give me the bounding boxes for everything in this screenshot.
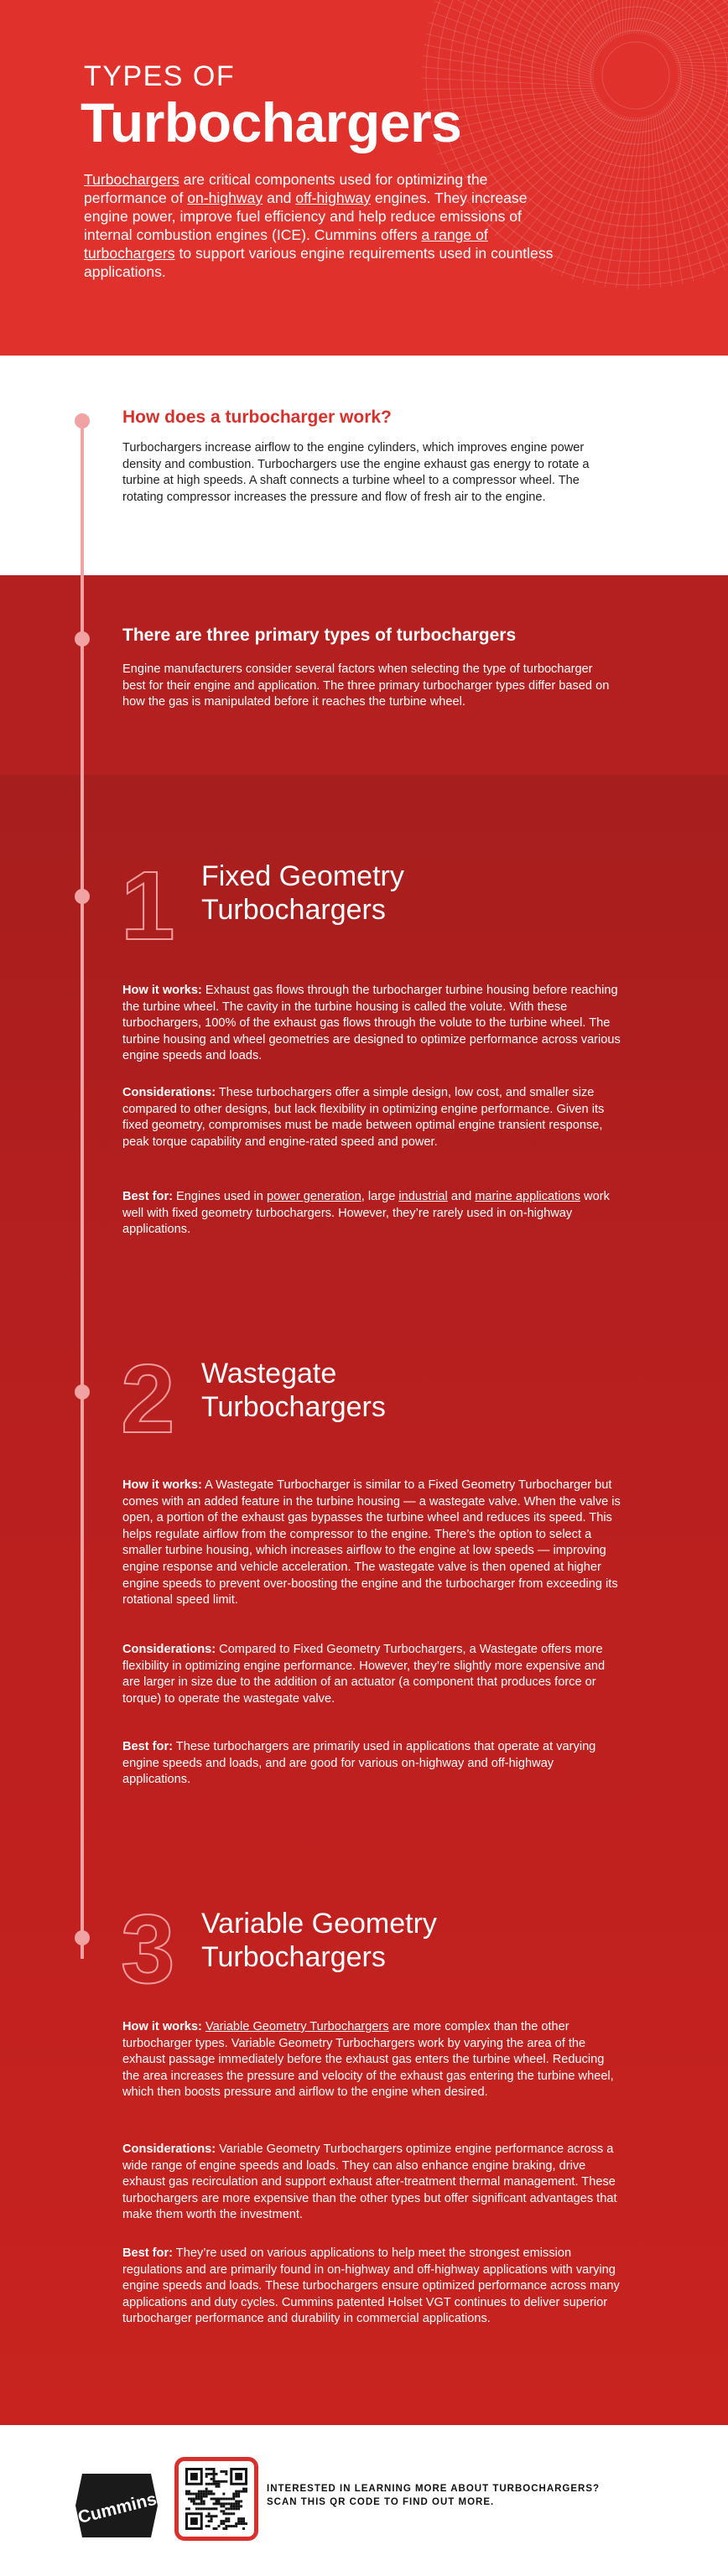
how-label: How it works:	[122, 984, 202, 997]
considerations-label: Considerations:	[122, 2142, 216, 2156]
type-title-line1: Wastegate	[201, 1358, 337, 1389]
cummins-logo[interactable]	[70, 2467, 163, 2542]
how-label: How it works:	[122, 1478, 202, 1492]
inline-link[interactable]: Variable Geometry Turbochargers	[205, 2020, 389, 2033]
how-it-works-text: How it works: Exhaust gas flows through the turbocharger turbine housing before reaching the turbine wheel. The cavity in the turbine housing is called the volute. With these turbochargers, 100% of the exhaust gas flows through the volute to the turbine wheel. The turbine housing and wheel geometries are designed to optimize performance across various engine speeds and loads.	[122, 984, 621, 1063]
inline-link[interactable]: power generation	[266, 1190, 361, 1203]
cta-line2: SCAN THIS QR CODE TO FIND OUT MORE.	[267, 2497, 495, 2507]
best-for-label: Best for:	[122, 1740, 173, 1753]
type-title	[201, 1357, 386, 1424]
considerations-text: Considerations: These turbochargers offer a simple design, low cost, and smaller size compared to other designs, but lack flexibility in optimizing engine performance. Given its fixed geometry, compromises must be made between optimal engine transient response, peak torque capability and engine-rated speed and power.	[122, 1086, 605, 1149]
svg-text:Cummins: Cummins	[75, 2489, 159, 2528]
how-it-works-text: How it works: A Wastegate Turbocharger is similar to a Fixed Geometry Turbocharger but comes with an added feature in the turbine housing — a wastegate valve. When the valve is open, a portion of the exhaust gas bypasses the turbine wheel and reduces its speed. This helps regulate airflow from the compressor to the engine. There’s the option to select a smaller turbine housing, which increases airflow to the engine at low speeds — improving engine response and vehicle acceleration. The wastegate valve is then opened at higher engine speeds to prevent over-boosting the engine and the turbocharger from exceeding its rotational speed limit.	[122, 1478, 621, 1607]
best-for-label: Best for:	[122, 2246, 173, 2260]
considerations-text: Considerations: Variable Geometry Turbochargers optimize engine performance across a wide range of engine speeds and loads. They can also enhance engine braking, drive exhaust gas recirculation and support exhaust after-treatment thermal management. These turbochargers are more expensive than the other types but offer significant advantages that make them worth the investment.	[122, 2142, 617, 2222]
timeline-dot	[75, 889, 90, 904]
type-number: 3	[121, 1894, 175, 2003]
best-for-text: Best for: Engines used in power generation, large industrial and marine applications work well with fixed geometry turbochargers. However, they’re rarely used in on-highway applications.	[122, 1190, 610, 1237]
three-body: Engine manufacturers consider several factors when selecting the type of turbocharger best for their engine and application. The three primary turbocharger types differ based on how the gas is manipulated before it reaches the turbine wheel.	[122, 662, 610, 709]
type-number: 2	[121, 1344, 175, 1453]
qr-code[interactable]	[174, 2457, 258, 2541]
best-for-label: Best for:	[122, 1190, 173, 1203]
timeline-dot	[75, 1384, 90, 1400]
type-title-line2: Turbochargers	[201, 894, 386, 926]
type-number: 1	[121, 851, 175, 960]
inline-link[interactable]: industrial	[398, 1190, 448, 1203]
considerations-label: Considerations:	[122, 1086, 216, 1099]
hero-eyebrow: TYPES OF	[84, 60, 236, 92]
inline-link[interactable]: off-highway	[295, 190, 371, 206]
inline-link[interactable]: Turbochargers	[84, 171, 179, 188]
hero-banner	[0, 0, 728, 356]
timeline-dot	[75, 1930, 90, 1945]
considerations-text: Considerations: Compared to Fixed Geometry Turbochargers, a Wastegate offers more flexibility in optimizing engine performance. However, they’re slightly more expensive and are larger in size due to the addition of an actuator (a component that produces force or torque) to operate the wastegate valve.	[122, 1643, 606, 1706]
timeline-line	[81, 416, 84, 1959]
how-label: How it works:	[122, 2020, 202, 2033]
timeline-dot	[75, 631, 90, 647]
hero-intro: Turbochargers are critical components used for optimizing the performance of on-highway and off-highway engines. They increase engine power, improve fuel efficiency and help reduce emissions of internal combustion engines (ICE). Cummins offers a range of turbochargers to support various engine requirements used in countless applications.	[84, 171, 554, 280]
type-title-line2: Turbochargers	[201, 1391, 386, 1423]
type-title-line1: Variable Geometry	[201, 1908, 437, 1940]
three-heading: There are three primary types of turbochargers	[122, 626, 517, 645]
type-title	[201, 1907, 437, 1974]
types-section	[0, 775, 728, 2425]
considerations-label: Considerations:	[122, 1643, 216, 1656]
how-section	[0, 356, 728, 575]
page-title: Turbochargers	[81, 91, 462, 153]
inline-link[interactable]: a range of turbochargers	[84, 226, 488, 262]
qr-code-icon	[185, 2468, 247, 2530]
how-heading: How does a turbocharger work?	[122, 408, 392, 427]
footer	[0, 2425, 728, 2576]
cta-line1: INTERESTED IN LEARNING MORE ABOUT TURBOCHARGERS?	[267, 2484, 601, 2494]
type-title	[201, 860, 404, 927]
type-title-line1: Fixed Geometry	[201, 860, 404, 892]
timeline-dot	[75, 413, 90, 428]
footer-cta	[267, 2482, 600, 2509]
three-types-section	[0, 575, 728, 775]
best-for-text: Best for: They’re used on various applications to help meet the strongest emission regulations and are primarily found in on-highway and off-highway applications with varying engine speeds and loads. These turbochargers ensure optimized performance across many applications and duty cycles. Cummins patented Holset VGT continues to deliver superior turbocharger performance and durability in commercial applications.	[122, 2246, 620, 2326]
how-it-works-text: How it works: Variable Geometry Turbochargers are more complex than the other turbocharger types. Variable Geometry Turbochargers work by varying the area of the exhaust passage immediately before the exhaust gas enters the turbine wheel. Reducing the area increases the pressure and velocity of the exhaust gas entering the turbine wheel, which then boosts pressure and airflow to the engine when desired.	[122, 2020, 614, 2100]
how-body: Turbochargers increase airflow to the engine cylinders, which improves engine power density and combustion. Turbochargers use the engine exhaust gas energy to rotate a turbine at high speeds. A shaft connects a turbine wheel to a compressor wheel. The rotating compressor increases the pressure and flow of fresh air to the engine.	[122, 441, 590, 504]
best-for-text: Best for: These turbochargers are primarily used in applications that operate at varying engine speeds and loads, and are good for various on-highway and off-highway applications.	[122, 1740, 596, 1787]
type-title-line2: Turbochargers	[201, 1941, 386, 1973]
inline-link[interactable]: on-highway	[187, 190, 263, 206]
inline-link[interactable]: marine applications	[475, 1190, 580, 1203]
